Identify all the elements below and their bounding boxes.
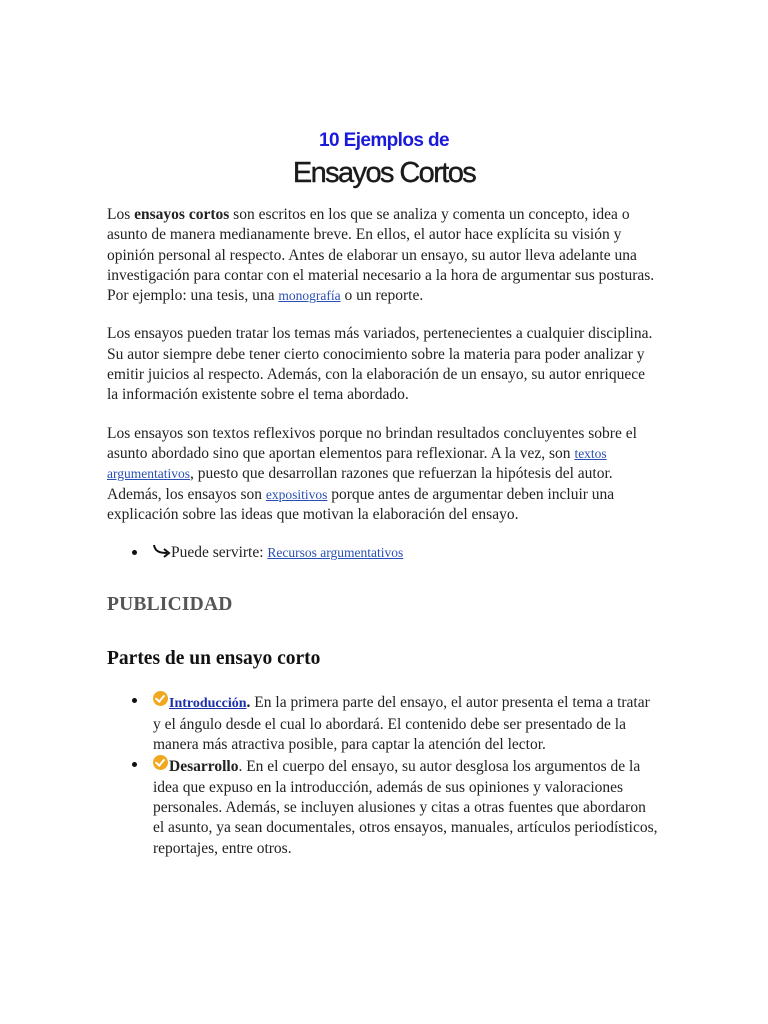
- link-expositivos[interactable]: expositivos: [265, 486, 328, 502]
- text-run: Los: [107, 206, 135, 223]
- text-run: o un reporte.: [340, 287, 424, 305]
- item-text: . En el cuerpo del ensayo, su autor desglosa los argumentos de la idea que expuso en la introducción, además de sus opiniones y valoraciones personales. Además, se incluyen alusiones y citas a otras fuentes que abordaron el asunto, ya sean documentales, otros ensayos, manuales, artículos periodísticos, reportajes, entre otros.: [153, 758, 658, 857]
- page-title: Ensayos Cortos: [292, 157, 476, 189]
- text-run: , puesto que desarrollan razones que refuerzan la hipótesis del autor. Además, los ensayos son: [107, 465, 613, 503]
- list-item: [153, 691, 659, 755]
- section-heading: Partes de un ensayo corto: [107, 648, 321, 670]
- intro-paragraph-1: [107, 205, 659, 306]
- page-header: [0, 128, 768, 190]
- curved-arrow-icon: [153, 544, 171, 558]
- intro-paragraph-2: Los ensayos pueden tratar los temas más variados, pertenecientes a cualquier disciplina. Su autor siempre debe tener cierto conocimiento sobre la materia para poder analizar y emitir juicios al respecto. Además, con la elaboración de un ensayo, su autor enriquece la información existente sobre el tema abordado.: [107, 325, 653, 404]
- item-label: Desarrollo: [169, 758, 239, 776]
- text-run: porque antes de argumentar deben incluir una explicación sobre las ideas que motivan la elaboración del ensayo.: [107, 485, 615, 523]
- text-run: Los ensayos son textos reflexivos porque no brindan resultados concluyentes sobre el asunto abordado sino que aportan elementos para reflexionar. A la vez, son: [107, 424, 637, 462]
- related-list: [107, 543, 659, 563]
- link-introduccion[interactable]: Introducción: [169, 696, 247, 712]
- check-circle-icon: [153, 691, 168, 706]
- list-item: [153, 755, 659, 858]
- article-body: [107, 205, 659, 859]
- item-text: En la primera parte del ensayo, el autor presenta el tema a tratar y el ángulo desde el cual lo abordará. El contenido debe ser presentado de la manera más atractiva posible, para captar la atención del lector.: [153, 694, 650, 754]
- parts-list: [107, 691, 659, 858]
- check-circle-icon: [153, 755, 168, 770]
- intro-paragraph-3: [107, 424, 659, 525]
- label-punct: .: [246, 694, 251, 712]
- related-item: [153, 543, 659, 563]
- text-run: son escritos en los que se analiza y comenta un concepto, idea o asunto de manera medianamente breve. En ellos, el autor hace explícita su visión y opinión personal al respecto. Antes de elaborar un ensayo, su autor lleva adelante una investigación para contar con el material necesario a la hora de argumentar sus posturas. Por ejemplo: una tesis, una: [107, 206, 655, 305]
- ad-label: PUBLICIDAD: [107, 594, 233, 616]
- link-textos-argumentativos[interactable]: textos argumentativos: [107, 445, 607, 482]
- bold-term: ensayos cortos: [134, 206, 230, 223]
- related-prefix: Puede servirte:: [171, 544, 268, 562]
- page-subtitle: 10 Ejemplos de: [319, 130, 449, 151]
- link-monografia[interactable]: monografía: [278, 288, 341, 304]
- link-recursos-argumentativos[interactable]: Recursos argumentativos: [267, 545, 404, 561]
